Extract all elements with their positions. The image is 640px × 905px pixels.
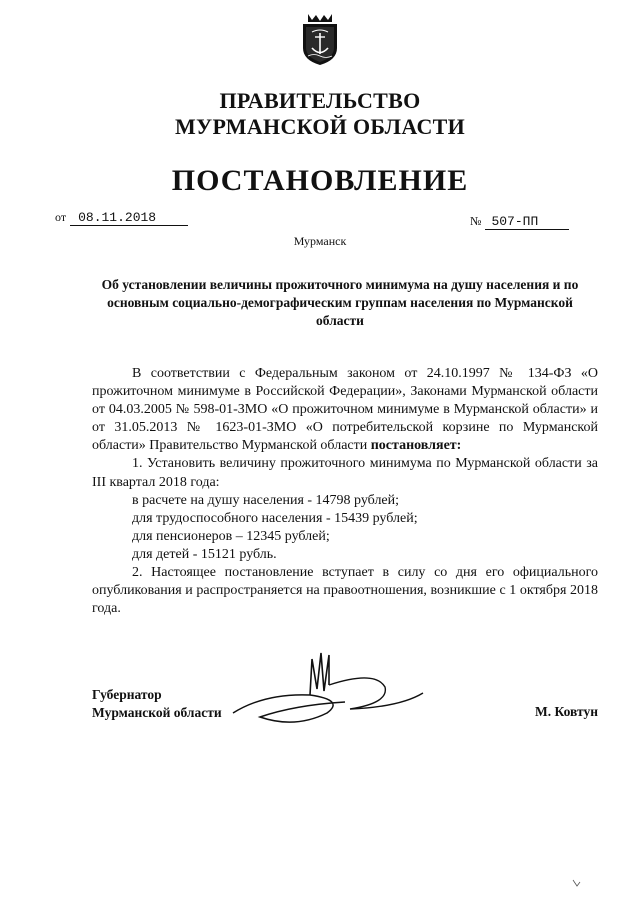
organization-line-1: ПРАВИТЕЛЬСТВО (219, 88, 421, 113)
date-value: 08.11.2018 (70, 210, 188, 226)
item-1-paragraph: 1. Установить величину прожиточного минимума по Мурманской области за III квартал 2018 года: (92, 456, 598, 490)
signatory-title (92, 686, 222, 722)
document-body (92, 365, 598, 618)
value-working-age: для трудоспособного населения - 15439 рублей; (132, 510, 418, 526)
date-prefix: от (55, 210, 67, 224)
resolves-word: постановляет: (370, 438, 462, 454)
document-type-title: ПОСТАНОВЛЕНИЕ (171, 164, 469, 197)
number-prefix: № (470, 214, 482, 228)
coat-of-arms-icon (300, 12, 340, 66)
organization-line-2: МУРМАНСКОЙ ОБЛАСТИ (174, 114, 466, 139)
signatory-title-line-1: Губернатор (92, 687, 162, 702)
organization-name (0, 88, 640, 140)
handwritten-signature (225, 645, 440, 740)
signatory-title-line-2: Мурманской области (92, 705, 222, 720)
value-per-capita: в расчете на душу населения - 14798 рублей; (132, 492, 400, 508)
number-value: 507-ПП (485, 214, 569, 230)
scan-mark-icon (572, 876, 582, 886)
city-label: Мурманск (293, 234, 347, 248)
item-2-paragraph: 2. Настоящее постановление вступает в силу со дня его официального опубликования и распространяется на правоотношения, возникшие с 1 октября 2018 года. (92, 565, 598, 617)
value-pensioners: для пенсионеров – 12345 рублей; (132, 528, 330, 544)
preamble-text: В соответствии с Федеральным законом от 24.10.1997 № 134-ФЗ «О прожиточном минимуме в Российской Федерации», Законами Мурманской области от 04.03.2005 № 598-01-ЗМО «О прожиточном минимуме в Мурманской области» и от 31.05.2013 № 1623-01-ЗМО «О потребительской корзине по Мурманской области» Правительство Мурманской области (92, 366, 598, 454)
signatory-name: М. Ковтун (535, 704, 598, 719)
preamble-paragraph (92, 365, 598, 455)
value-children: для детей - 15121 рубль. (132, 546, 277, 562)
document-subject: Об установлении величины прожиточного минимума на душу населения и по основным социально-демографическим группам населения по Мурманской области (101, 277, 579, 328)
document-number (470, 214, 569, 230)
document-date (55, 210, 188, 226)
